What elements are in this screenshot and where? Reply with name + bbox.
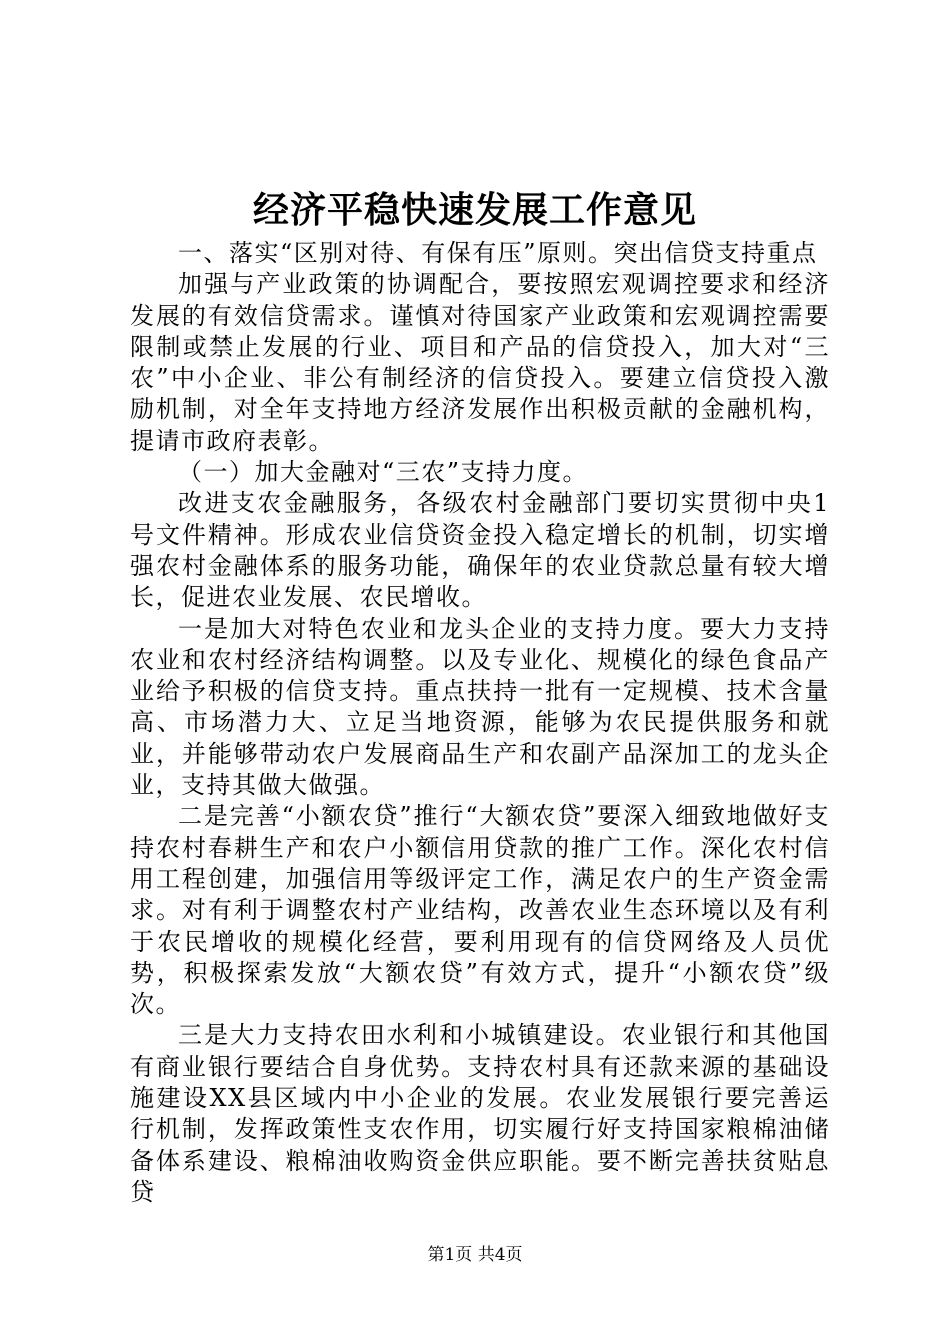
body-paragraph: 一是加大对特色农业和龙头企业的支持力度。要大力支持农业和农村经济结构调整。以及专业化、规模化的绿色食品产业给予积极的信贷支持。重点扶持一批有一定规模、技术含量高、市场潜力大、立足当地资源，能够为农民提供服务和就业，并能够带动农户发展商品生产和农副产品深加工的龙头企业，支持其做大做强。 xyxy=(130,614,830,800)
body-paragraph: 加强与产业政策的协调配合，要按照宏观调控要求和经济发展的有效信贷需求。谨慎对待国家产业政策和宏观调控需要限制或禁止发展的行业、项目和产品的信贷投入，加大对“三农”中小企业、非公有制经济的信贷投入。要建立信贷投入激励机制，对全年支持地方经济发展作出积极贡献的金融机构，提请市政府表彰。 xyxy=(130,270,830,455)
document-title: 经济平稳快速发展工作意见 xyxy=(252,189,697,231)
document-body xyxy=(130,238,830,1208)
page-number-footer: 第1页 共4页 xyxy=(427,1245,523,1265)
body-paragraph: 二是完善“小额农贷”推行“大额农贷”要深入细致地做好支持农村春耕生产和农户小额信用贷款的推广工作。深化农村信用工程创建，加强信用等级评定工作，满足农户的生产资金需求。对有利于调整农村产业结构，改善农业生态环境以及有利于农民增收的规模化经营，要利用现有的信贷网络及人员优势，积极探索发放“大额农贷”有效方式，提升“小额农贷”级次。 xyxy=(130,802,830,1019)
subsection-heading: （一）加大金融对“三农”支持力度。 xyxy=(178,458,589,487)
section-heading: 一、落实“区别对待、有保有压”原则。突出信贷支持重点 xyxy=(178,239,818,267)
body-paragraph: 改进支农金融服务，各级农村金融部门要切实贯彻中央1号文件精神。形成农业信贷资金投入稳定增长的机制，切实增强农村金融体系的服务功能，确保年的农业贷款总量有较大增长，促进农业发展、农民增收。 xyxy=(130,489,830,612)
body-paragraph: 三是大力支持农田水利和小城镇建设。农业银行和其他国有商业银行要结合自身优势。支持农村具有还款来源的基础设施建设XX县区域内中小企业的发展。农业发展银行要完善运行机制，发挥政策性支农作用，切实履行好支持国家粮棉油储备体系建设、粮棉油收购资金供应职能。要不断完善扶贫贴息贷 xyxy=(130,1021,830,1206)
